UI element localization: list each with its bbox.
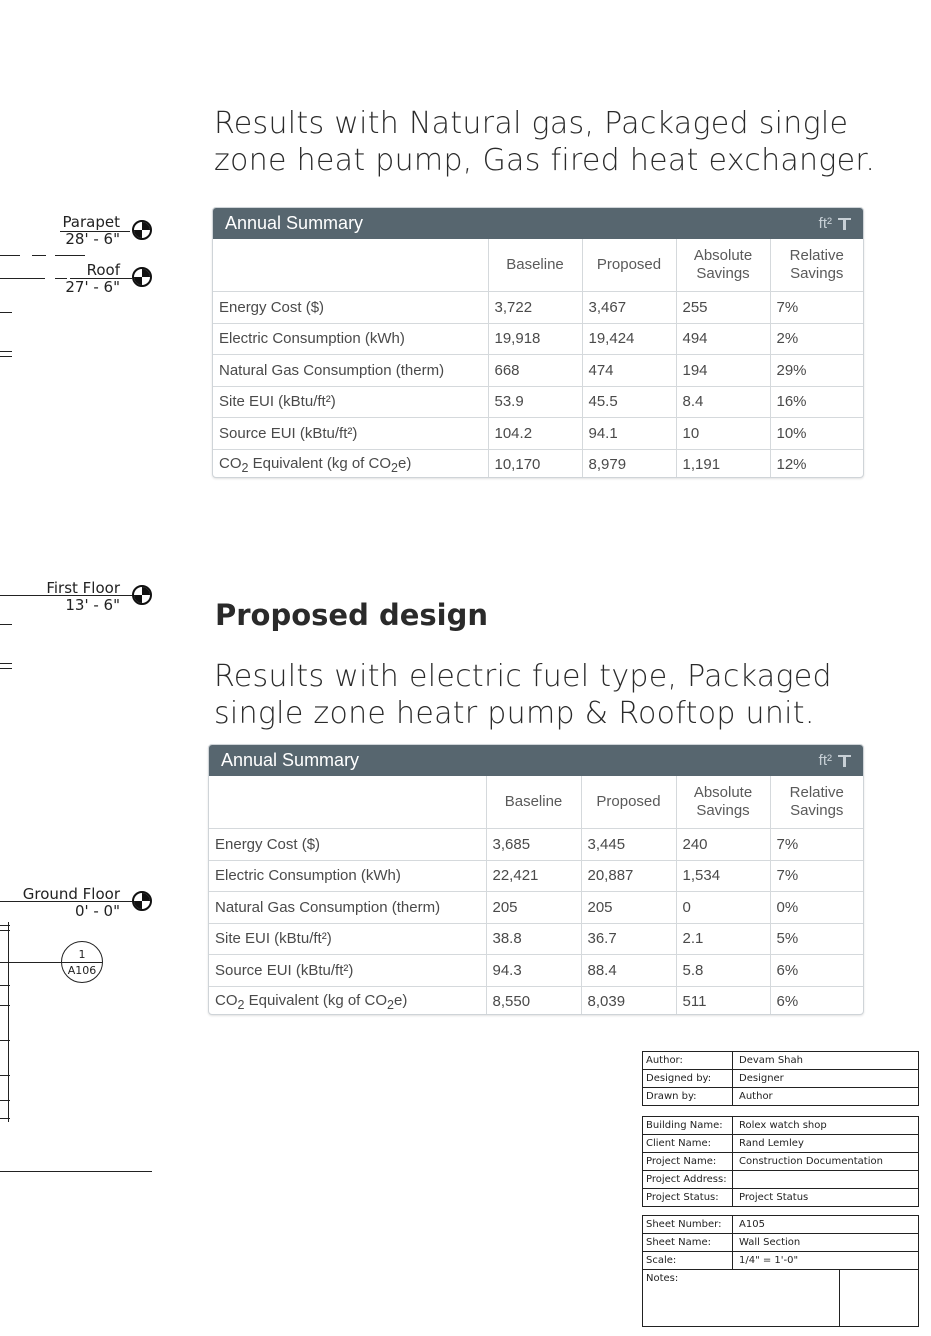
cell-relative: 6% bbox=[770, 955, 863, 987]
title-block-row: Drawn by: Author bbox=[643, 1088, 918, 1105]
card-header bbox=[213, 208, 863, 239]
annual-summary-card-1 bbox=[212, 207, 864, 478]
section-number: 1 bbox=[78, 948, 86, 961]
wall-line bbox=[8, 922, 9, 1122]
level-first-floor-elevation: 13' - 6" bbox=[65, 596, 120, 614]
title-block-row: Author: Devam Shah bbox=[643, 1052, 918, 1070]
cell-metric: $CO_2$ Equivalent (kg of $CO_2e$) bbox=[219, 454, 412, 475]
cell-proposed: 19,424 bbox=[582, 323, 676, 355]
wall-line bbox=[0, 1040, 10, 1041]
cell-relative: 10% bbox=[770, 418, 863, 450]
table-row bbox=[209, 955, 863, 987]
wall-line bbox=[0, 1100, 10, 1101]
cell-baseline: 3,685 bbox=[486, 829, 581, 861]
cell-proposed: 94.1 bbox=[582, 418, 676, 450]
cell-baseline: 8,550 bbox=[486, 986, 581, 1015]
cell-relative: 6% bbox=[770, 986, 863, 1015]
header-proposed: Proposed bbox=[582, 239, 676, 292]
wall-line bbox=[0, 668, 12, 669]
level-ground-floor-elevation: 0' - 0" bbox=[74, 902, 120, 920]
cell-proposed: 8,979 bbox=[582, 449, 676, 478]
title-block-row: Scale: 1/4" = 1'-0" bbox=[643, 1252, 918, 1270]
cell-baseline: 53.9 bbox=[488, 386, 582, 418]
header-metric bbox=[209, 776, 486, 829]
cell-metric: Natural Gas Consumption (therm) bbox=[213, 355, 488, 387]
header-baseline: Baseline bbox=[488, 239, 582, 292]
table-row bbox=[213, 292, 863, 324]
card-title: Annual Summary bbox=[221, 750, 360, 770]
wall-line bbox=[0, 663, 12, 664]
cell-metric: Electric Consumption (kWh) bbox=[209, 860, 486, 892]
table-header-row bbox=[213, 239, 863, 292]
cell-absolute: 1,534 bbox=[676, 860, 770, 892]
notes-divider bbox=[839, 1270, 840, 1326]
level-line bbox=[0, 901, 132, 902]
wall-line bbox=[0, 351, 12, 352]
title-block-group-3 bbox=[642, 1215, 919, 1327]
header-metric bbox=[213, 239, 488, 292]
table-row bbox=[209, 892, 863, 924]
cell-baseline: 38.8 bbox=[486, 923, 581, 955]
cell-proposed: 3,467 bbox=[582, 292, 676, 324]
wall-line bbox=[0, 312, 12, 313]
cell-metric: Source EUI (kBtu/ft²) bbox=[213, 418, 488, 450]
card-title: Annual Summary bbox=[225, 213, 364, 233]
cell-absolute: 255 bbox=[676, 292, 770, 324]
header-absolute-savings: Absolute Savings bbox=[676, 776, 770, 829]
table-row bbox=[213, 386, 863, 418]
section1-heading-line2: zone heat pump, Gas fired heat exchanger. bbox=[214, 143, 876, 178]
cell-baseline: 94.3 bbox=[486, 955, 581, 987]
table-row bbox=[209, 986, 863, 1015]
section-line bbox=[0, 962, 62, 963]
header-relative-savings: Relative Savings bbox=[770, 239, 863, 292]
notes-area bbox=[643, 1270, 918, 1326]
annual-summary-card-2 bbox=[208, 744, 864, 1015]
cell-relative: 16% bbox=[770, 386, 863, 418]
cell-baseline: 668 bbox=[488, 355, 582, 387]
cell-metric: Site EUI (kBtu/ft²) bbox=[213, 386, 488, 418]
cell-absolute: 5.8 bbox=[676, 955, 770, 987]
wall-line bbox=[0, 1118, 10, 1119]
cell-absolute: 1,191 bbox=[676, 449, 770, 478]
card-header bbox=[209, 745, 863, 776]
level-line bbox=[32, 255, 46, 256]
wall-line bbox=[0, 624, 12, 625]
cell-proposed: 474 bbox=[582, 355, 676, 387]
level-marker-icon bbox=[132, 891, 152, 911]
cell-baseline: 19,918 bbox=[488, 323, 582, 355]
cell-relative: 2% bbox=[770, 323, 863, 355]
level-roof-elevation: 27' - 6" bbox=[65, 278, 120, 296]
cell-proposed: 45.5 bbox=[582, 386, 676, 418]
level-line bbox=[70, 278, 132, 279]
cell-metric: $CO_2$ Equivalent (kg of $CO_2e$) bbox=[215, 991, 408, 1012]
cell-baseline: 10,170 bbox=[488, 449, 582, 478]
unit-toggle-button[interactable]: ft² bbox=[818, 752, 832, 769]
cell-proposed: 8,039 bbox=[581, 986, 676, 1015]
wall-line bbox=[0, 930, 10, 931]
level-first-floor-name: First Floor bbox=[46, 579, 120, 597]
cell-metric: Energy Cost ($) bbox=[213, 292, 488, 324]
cell-proposed: 3,445 bbox=[581, 829, 676, 861]
title-block-row: Sheet Number: A105 bbox=[643, 1216, 918, 1234]
section-sheet: A106 bbox=[67, 964, 97, 977]
cell-metric: Natural Gas Consumption (therm) bbox=[209, 892, 486, 924]
section-tag bbox=[61, 941, 103, 983]
cell-proposed: 20,887 bbox=[581, 860, 676, 892]
header-absolute-savings: Absolute Savings bbox=[676, 239, 770, 292]
cell-proposed: 36.7 bbox=[581, 923, 676, 955]
cell-metric: Electric Consumption (kWh) bbox=[213, 323, 488, 355]
level-parapet-elevation: 28' - 6" bbox=[65, 230, 120, 248]
level-line bbox=[0, 595, 132, 596]
cell-metric: Source EUI (kBtu/ft²) bbox=[209, 955, 486, 987]
cell-absolute: 240 bbox=[676, 829, 770, 861]
table-row bbox=[209, 860, 863, 892]
header-proposed: Proposed bbox=[581, 776, 676, 829]
wall-line bbox=[0, 1075, 10, 1076]
title-block-row: Client Name: Rand Lemley bbox=[643, 1135, 918, 1153]
wall-line bbox=[0, 985, 10, 986]
wall-line bbox=[0, 925, 10, 926]
wall-line bbox=[0, 356, 12, 357]
header-relative-savings: Relative Savings bbox=[770, 776, 863, 829]
title-block-row: Project Name: Construction Documentation bbox=[643, 1153, 918, 1171]
level-line bbox=[60, 231, 130, 232]
cell-metric: Energy Cost ($) bbox=[209, 829, 486, 861]
summary-table-1 bbox=[213, 239, 863, 478]
notes-label: Notes: bbox=[646, 1273, 679, 1284]
cell-absolute: 511 bbox=[676, 986, 770, 1015]
level-line bbox=[55, 255, 85, 256]
cell-absolute: 8.4 bbox=[676, 386, 770, 418]
level-line bbox=[55, 278, 67, 279]
table-row bbox=[213, 323, 863, 355]
title-block-row: Sheet Name: Wall Section bbox=[643, 1234, 918, 1252]
cell-absolute: 494 bbox=[676, 323, 770, 355]
level-marker-icon bbox=[132, 585, 152, 605]
cell-proposed: 88.4 bbox=[581, 955, 676, 987]
title-block-row: Designed by: Designer bbox=[643, 1070, 918, 1088]
wall-line bbox=[0, 1005, 10, 1006]
header-baseline: Baseline bbox=[486, 776, 581, 829]
table-header-row bbox=[209, 776, 863, 829]
table-row bbox=[209, 829, 863, 861]
filter-icon[interactable] bbox=[838, 218, 851, 230]
cell-absolute: 194 bbox=[676, 355, 770, 387]
table-row bbox=[213, 449, 863, 478]
level-line bbox=[0, 255, 20, 256]
filter-icon[interactable] bbox=[838, 755, 851, 767]
cell-metric: Site EUI (kBtu/ft²) bbox=[209, 923, 486, 955]
level-line bbox=[0, 278, 45, 279]
title-block-row: Project Status: Project Status bbox=[643, 1189, 918, 1206]
proposed-design-title: Proposed design bbox=[215, 598, 488, 632]
title-block-group-2 bbox=[642, 1116, 919, 1207]
title-block-group-1 bbox=[642, 1051, 919, 1106]
level-marker-icon bbox=[132, 267, 152, 287]
level-ground-floor-name: Ground Floor bbox=[22, 885, 120, 903]
cell-baseline: 22,421 bbox=[486, 860, 581, 892]
cell-absolute: 2.1 bbox=[676, 923, 770, 955]
section1-heading-line1: Results with Natural gas, Packaged single bbox=[214, 106, 849, 141]
level-roof-name: Roof bbox=[86, 261, 120, 279]
cell-relative: 7% bbox=[770, 829, 863, 861]
cell-absolute: 10 bbox=[676, 418, 770, 450]
ground-line bbox=[0, 1171, 152, 1172]
title-block-row: Building Name: Rolex watch shop bbox=[643, 1117, 918, 1135]
cell-relative: 29% bbox=[770, 355, 863, 387]
table-row bbox=[213, 418, 863, 450]
cell-baseline: 205 bbox=[486, 892, 581, 924]
cell-baseline: 3,722 bbox=[488, 292, 582, 324]
summary-table-2 bbox=[209, 776, 863, 1015]
cell-relative: 5% bbox=[770, 923, 863, 955]
cell-baseline: 104.2 bbox=[488, 418, 582, 450]
cell-relative: 7% bbox=[770, 292, 863, 324]
cell-relative: 7% bbox=[770, 860, 863, 892]
unit-toggle-button[interactable]: ft² bbox=[818, 215, 832, 232]
cell-absolute: 0 bbox=[676, 892, 770, 924]
table-row bbox=[213, 355, 863, 387]
section2-heading-line2: single zone heatr pump & Rooftop unit. bbox=[214, 696, 815, 731]
cell-relative: 12% bbox=[770, 449, 863, 478]
cell-relative: 0% bbox=[770, 892, 863, 924]
table-row bbox=[209, 923, 863, 955]
level-parapet-name: Parapet bbox=[62, 213, 120, 231]
cell-proposed: 205 bbox=[581, 892, 676, 924]
section2-heading-line1: Results with electric fuel type, Packaged bbox=[214, 659, 832, 694]
level-marker-icon bbox=[132, 220, 152, 240]
title-block-row: Project Address: bbox=[643, 1171, 918, 1189]
